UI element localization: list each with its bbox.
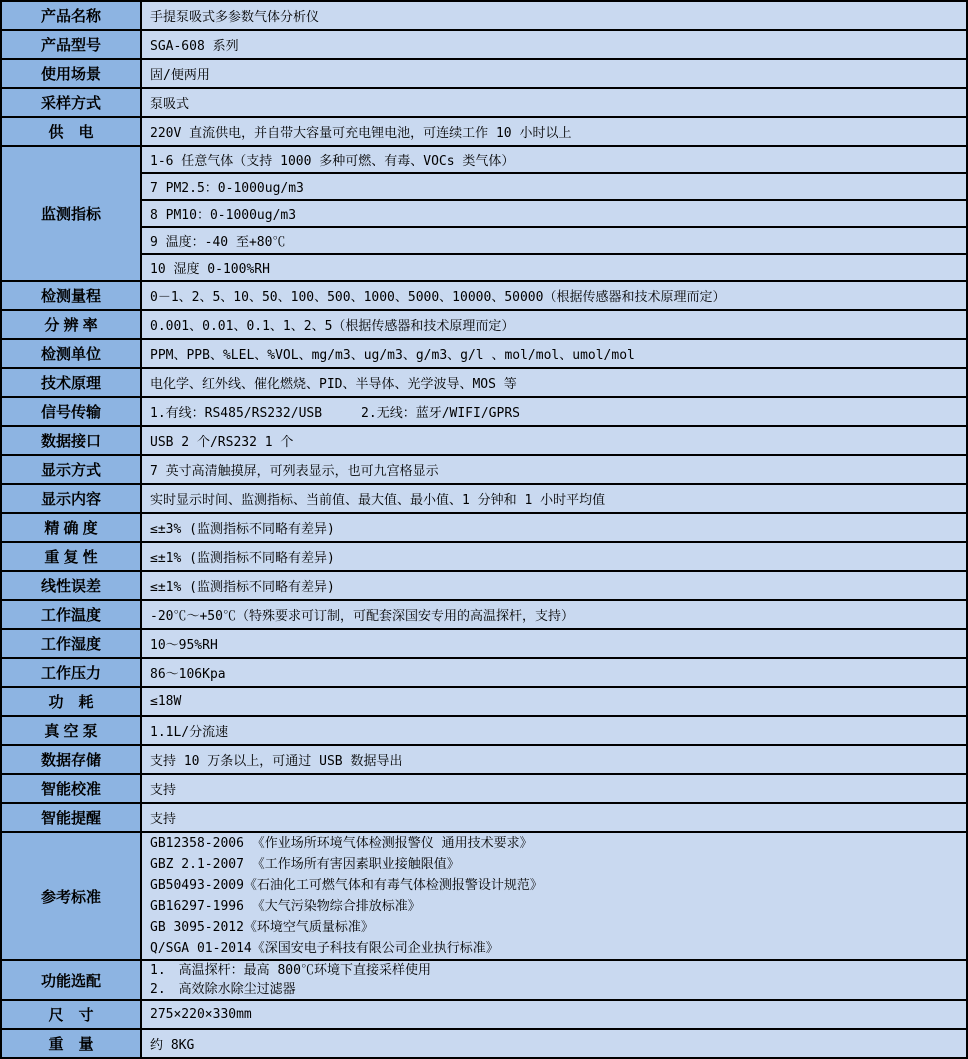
spec-row-sampling-method xyxy=(1,88,967,117)
spec-row-working-temperature xyxy=(1,600,967,629)
spec-row-detection-unit xyxy=(1,339,967,368)
spec-label: 数据存储 xyxy=(1,745,141,774)
spec-value: -20℃～+50℃（特殊要求可订制，可配套深国安专用的高温探杆，支持） xyxy=(141,600,967,629)
spec-row-vacuum-pump xyxy=(1,716,967,745)
spec-row-monitor-indicators xyxy=(1,146,967,173)
spec-value: 7 英寸高清触摸屏，可列表显示，也可九宫格显示 xyxy=(141,455,967,484)
optional-feature-line: 2. 高效除水除尘过滤器 xyxy=(150,982,296,997)
spec-row-model xyxy=(1,30,967,59)
spec-value: 220V 直流供电，并自带大容量可充电锂电池，可连续工作 10 小时以上 xyxy=(141,117,967,146)
spec-value: 约 8KG xyxy=(141,1029,967,1058)
spec-label: 工作压力 xyxy=(1,658,141,687)
spec-value: SGA-608 系列 xyxy=(141,30,967,59)
spec-value: 10～95%RH xyxy=(141,629,967,658)
spec-value: 1.有线：RS485/RS232/USB 2.无线：蓝牙/WIFI/GPRS xyxy=(141,397,967,426)
spec-label: 产品型号 xyxy=(1,30,141,59)
standard-line: GB50493-2009《石油化工可燃气体和有毒气体检测报警设计规范》 xyxy=(150,878,543,893)
spec-label: 智能校准 xyxy=(1,774,141,803)
spec-row-data-storage xyxy=(1,745,967,774)
spec-label: 监测指标 xyxy=(1,146,141,281)
spec-label: 线性误差 xyxy=(1,571,141,600)
spec-value: ≤±3% (监测指标不同略有差异) xyxy=(141,513,967,542)
spec-label: 供 电 xyxy=(1,117,141,146)
spec-row-weight xyxy=(1,1029,967,1058)
spec-label: 信号传输 xyxy=(1,397,141,426)
spec-value: 9 温度：-40 至+80℃ xyxy=(141,227,967,254)
spec-row-working-pressure xyxy=(1,658,967,687)
spec-row-dimensions xyxy=(1,1000,967,1029)
spec-subrow xyxy=(1,227,967,254)
spec-row-repeatability xyxy=(1,542,967,571)
spec-label: 重 复 性 xyxy=(1,542,141,571)
spec-row-resolution xyxy=(1,310,967,339)
spec-value: 支持 10 万条以上，可通过 USB 数据导出 xyxy=(141,745,967,774)
spec-value: PPM、PPB、%LEL、%VOL、mg/m3、ug/m3、g/m3、g/l 、mol/mol、umol/mol xyxy=(141,339,967,368)
spec-subrow xyxy=(1,254,967,281)
spec-value: 手提泵吸式多参数气体分析仪 xyxy=(141,1,967,30)
spec-value: 实时显示时间、监测指标、当前值、最大值、最小值、1 分钟和 1 小时平均值 xyxy=(141,484,967,513)
spec-label: 精 确 度 xyxy=(1,513,141,542)
spec-value: ≤18W xyxy=(141,687,967,716)
spec-label: 显示内容 xyxy=(1,484,141,513)
spec-value: 泵吸式 xyxy=(141,88,967,117)
spec-row-power-supply xyxy=(1,117,967,146)
spec-value: 1-6 任意气体（支持 1000 多种可燃、有毒、VOCs 类气体） xyxy=(141,146,967,173)
spec-value: 86～106Kpa xyxy=(141,658,967,687)
spec-value: 支持 xyxy=(141,774,967,803)
spec-label: 采样方式 xyxy=(1,88,141,117)
spec-label: 显示方式 xyxy=(1,455,141,484)
spec-value xyxy=(141,832,967,960)
spec-row-smart-reminder xyxy=(1,803,967,832)
spec-label: 参考标准 xyxy=(1,832,141,960)
spec-label: 重 量 xyxy=(1,1029,141,1058)
spec-label: 检测单位 xyxy=(1,339,141,368)
spec-label: 技术原理 xyxy=(1,368,141,397)
spec-label: 工作湿度 xyxy=(1,629,141,658)
spec-label: 功能选配 xyxy=(1,960,141,1000)
spec-value: ≤±1% (监测指标不同略有差异) xyxy=(141,571,967,600)
spec-value: 0－1、2、5、10、50、100、500、1000、5000、10000、50000（根据传感器和技术原理而定） xyxy=(141,281,967,310)
spec-row-accuracy xyxy=(1,513,967,542)
spec-row-optional-features xyxy=(1,960,967,1000)
spec-row-tech-principle xyxy=(1,368,967,397)
spec-value: ≤±1% (监测指标不同略有差异) xyxy=(141,542,967,571)
standard-line: GB 3095-2012《环境空气质量标准》 xyxy=(150,920,374,935)
spec-row-detection-range xyxy=(1,281,967,310)
spec-row-usage-scene xyxy=(1,59,967,88)
spec-value: 固/便两用 xyxy=(141,59,967,88)
spec-label: 工作温度 xyxy=(1,600,141,629)
spec-value: 10 湿度 0-100%RH xyxy=(141,254,967,281)
spec-subrow xyxy=(1,173,967,200)
standard-line: GBZ 2.1-2007 《工作场所有害因素职业接触限值》 xyxy=(150,857,460,872)
spec-value: 0.001、0.01、0.1、1、2、5（根据传感器和技术原理而定） xyxy=(141,310,967,339)
spec-row-display-content xyxy=(1,484,967,513)
spec-row-signal-transmission xyxy=(1,397,967,426)
spec-value: USB 2 个/RS232 1 个 xyxy=(141,426,967,455)
standard-line: GB12358-2006 《作业场所环境气体检测报警仪 通用技术要求》 xyxy=(150,836,533,851)
spec-label: 数据接口 xyxy=(1,426,141,455)
spec-label: 功 耗 xyxy=(1,687,141,716)
spec-value: 275×220×330mm xyxy=(141,1000,967,1029)
spec-value: 电化学、红外线、催化燃烧、PID、半导体、光学波导、MOS 等 xyxy=(141,368,967,397)
spec-label: 产品名称 xyxy=(1,1,141,30)
spec-row-working-humidity xyxy=(1,629,967,658)
spec-label: 尺 寸 xyxy=(1,1000,141,1029)
spec-label: 真 空 泵 xyxy=(1,716,141,745)
spec-value: 8 PM10：0-1000ug/m3 xyxy=(141,200,967,227)
optional-feature-line: 1. 高温探杆：最高 800℃环境下直接采样使用 xyxy=(150,963,431,978)
spec-value xyxy=(141,960,967,1000)
spec-value: 1.1L/分流速 xyxy=(141,716,967,745)
standard-line: GB16297-1996 《大气污染物综合排放标准》 xyxy=(150,899,421,914)
spec-label: 智能提醒 xyxy=(1,803,141,832)
spec-row-smart-calibration xyxy=(1,774,967,803)
spec-value: 支持 xyxy=(141,803,967,832)
standard-line: Q/SGA 01-2014《深国安电子科技有限公司企业执行标准》 xyxy=(150,941,499,956)
spec-label: 使用场景 xyxy=(1,59,141,88)
spec-subrow xyxy=(1,200,967,227)
spec-label: 检测量程 xyxy=(1,281,141,310)
spec-row-product-name xyxy=(1,1,967,30)
spec-row-display-mode xyxy=(1,455,967,484)
spec-label: 分 辨 率 xyxy=(1,310,141,339)
spec-row-power-consumption xyxy=(1,687,967,716)
spec-row-linearity-error xyxy=(1,571,967,600)
spec-row-data-interface xyxy=(1,426,967,455)
spec-value: 7 PM2.5：0-1000ug/m3 xyxy=(141,173,967,200)
spec-row-reference-standards xyxy=(1,832,967,960)
